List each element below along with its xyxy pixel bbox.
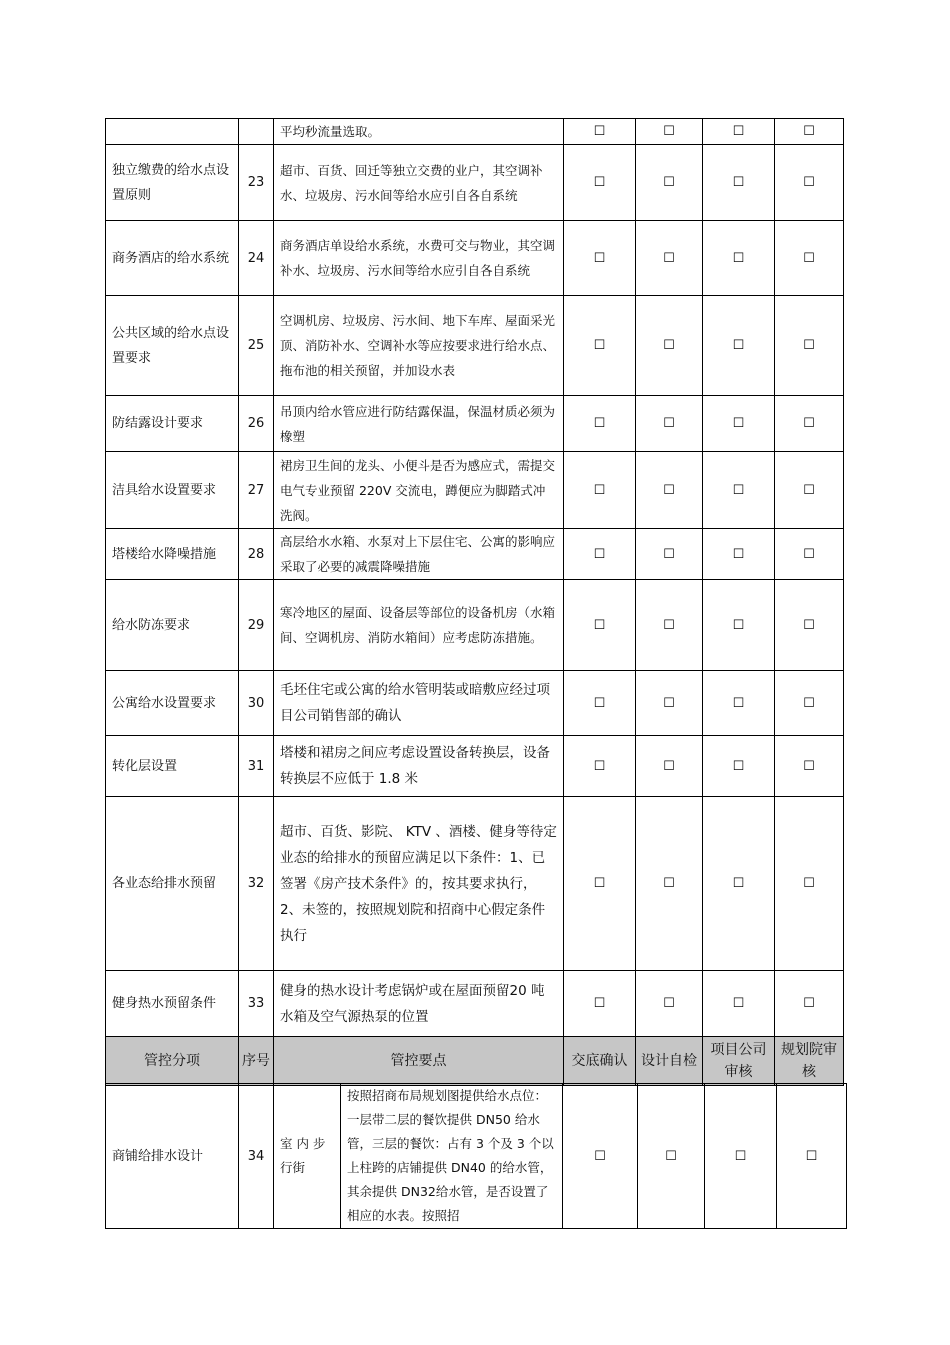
checkbox-self-check[interactable]: ☐ xyxy=(636,452,703,529)
checkbox-confirm[interactable]: ☐ xyxy=(563,1084,638,1229)
checkbox-institute-review[interactable]: ☐ xyxy=(775,452,844,529)
checkbox-confirm[interactable]: ☐ xyxy=(564,119,636,145)
checkbox-project-review[interactable]: ☐ xyxy=(703,971,775,1037)
checkbox-confirm[interactable]: ☐ xyxy=(564,580,636,671)
point-cell: 空调机房、垃圾房、污水间、地下车库、屋面采光顶、消防补水、空调补水等应按要求进行给水点、拖布池的相关预留，并加设水表 xyxy=(274,296,564,396)
point-cell: 塔楼和裙房之间应考虑设置设备转换层，设备转换层不应低于 1.8 米 xyxy=(274,736,564,797)
checkbox-institute-review[interactable]: ☐ xyxy=(777,1084,847,1229)
checkbox-self-check[interactable]: ☐ xyxy=(636,145,703,221)
checkbox-project-review[interactable]: ☐ xyxy=(703,221,775,296)
table-row xyxy=(106,736,844,797)
table-row xyxy=(106,580,844,671)
header-number: 序号 xyxy=(239,1037,274,1086)
checkbox-project-review[interactable]: ☐ xyxy=(703,529,775,580)
checkbox-confirm[interactable]: ☐ xyxy=(564,971,636,1037)
number-cell: 27 xyxy=(239,452,274,529)
checkbox-project-review[interactable]: ☐ xyxy=(703,119,775,145)
item-cell: 商铺给排水设计 xyxy=(106,1084,239,1229)
point-cell: 吊顶内给水管应进行防结露保温，保温材质必须为橡塑 xyxy=(274,396,564,452)
checkbox-confirm[interactable]: ☐ xyxy=(564,529,636,580)
table-row xyxy=(106,797,844,971)
point-cell: 超市、百货、回迁等独立交费的业户，其空调补水、垃圾房、污水间等给水应引自各自系统 xyxy=(274,145,564,221)
checkbox-institute-review[interactable]: ☐ xyxy=(775,580,844,671)
number-cell: 33 xyxy=(239,971,274,1037)
number-cell: 29 xyxy=(239,580,274,671)
table-row xyxy=(106,971,844,1037)
checkbox-project-review[interactable]: ☐ xyxy=(703,296,775,396)
checkbox-self-check[interactable]: ☐ xyxy=(636,221,703,296)
shop-table xyxy=(105,1083,847,1229)
header-confirm: 交底确认 xyxy=(564,1037,636,1086)
checkbox-institute-review[interactable]: ☐ xyxy=(775,221,844,296)
number-cell: 31 xyxy=(239,736,274,797)
checkbox-self-check[interactable]: ☐ xyxy=(636,529,703,580)
item-cell: 商务酒店的给水系统 xyxy=(106,221,239,296)
table-row xyxy=(106,529,844,580)
point-cell: 高层给水水箱、水泵对上下层住宅、公寓的影响应采取了必要的减震降噪措施 xyxy=(274,529,564,580)
checkbox-confirm[interactable]: ☐ xyxy=(564,671,636,736)
item-cell xyxy=(106,119,239,145)
item-cell: 给水防冻要求 xyxy=(106,580,239,671)
checkbox-institute-review[interactable]: ☐ xyxy=(775,736,844,797)
number-cell: 34 xyxy=(239,1084,274,1229)
checkbox-self-check[interactable]: ☐ xyxy=(638,1084,705,1229)
checkbox-institute-review[interactable]: ☐ xyxy=(775,971,844,1037)
checkbox-project-review[interactable]: ☐ xyxy=(703,145,775,221)
number-cell: 23 xyxy=(239,145,274,221)
checkbox-confirm[interactable]: ☐ xyxy=(564,145,636,221)
number-cell xyxy=(239,119,274,145)
point-cell: 商务酒店单设给水系统，水费可交与物业，其空调补水、垃圾房、污水间等给水应引自各自系统 xyxy=(274,221,564,296)
checkbox-confirm[interactable]: ☐ xyxy=(564,452,636,529)
header-point: 管控要点 xyxy=(274,1037,564,1086)
checkbox-project-review[interactable]: ☐ xyxy=(703,396,775,452)
checkbox-self-check[interactable]: ☐ xyxy=(636,580,703,671)
item-cell: 公共区域的给水点设置要求 xyxy=(106,296,239,396)
checkbox-confirm[interactable]: ☐ xyxy=(564,396,636,452)
number-cell: 24 xyxy=(239,221,274,296)
checkbox-self-check[interactable]: ☐ xyxy=(636,736,703,797)
number-cell: 30 xyxy=(239,671,274,736)
table-row xyxy=(106,671,844,736)
item-cell: 洁具给水设置要求 xyxy=(106,452,239,529)
checkbox-confirm[interactable]: ☐ xyxy=(564,736,636,797)
checkbox-self-check[interactable]: ☐ xyxy=(636,296,703,396)
checkbox-project-review[interactable]: ☐ xyxy=(703,580,775,671)
point-cell: 健身的热水设计考虑锅炉或在屋面预留20 吨水箱及空气源热泵的位置 xyxy=(274,971,564,1037)
checkbox-institute-review[interactable]: ☐ xyxy=(775,797,844,971)
point-cell: 寒冷地区的屋面、设备层等部位的设备机房（水箱间、空调机房、消防水箱间）应考虑防冻措施。 xyxy=(274,580,564,671)
number-cell: 26 xyxy=(239,396,274,452)
checkbox-institute-review[interactable]: ☐ xyxy=(775,145,844,221)
checkbox-institute-review[interactable]: ☐ xyxy=(775,396,844,452)
table-row xyxy=(106,452,844,529)
checkbox-project-review[interactable]: ☐ xyxy=(703,671,775,736)
number-cell: 25 xyxy=(239,296,274,396)
table-row xyxy=(106,1084,847,1229)
item-cell: 转化层设置 xyxy=(106,736,239,797)
table-row xyxy=(106,145,844,221)
checkbox-confirm[interactable]: ☐ xyxy=(564,296,636,396)
header-self-check: 设计自检 xyxy=(636,1037,703,1086)
point-cell: 毛坯住宅或公寓的给水管明装或暗敷应经过项目公司销售部的确认 xyxy=(274,671,564,736)
checkbox-institute-review[interactable]: ☐ xyxy=(775,671,844,736)
checkbox-project-review[interactable]: ☐ xyxy=(705,1084,777,1229)
sub-item-cell: 室 内 步行街 xyxy=(274,1084,341,1229)
table-row xyxy=(106,119,844,145)
checkbox-confirm[interactable]: ☐ xyxy=(564,797,636,971)
point-cell: 裙房卫生间的龙头、小便斗是否为感应式，需提交电气专业预留 220V 交流电，蹲便应为脚踏式冲洗阀。 xyxy=(274,452,564,529)
checkbox-institute-review[interactable]: ☐ xyxy=(775,119,844,145)
checkbox-confirm[interactable]: ☐ xyxy=(564,221,636,296)
table-header-row xyxy=(106,1037,844,1086)
point-cell: 按照招商布局规划图提供给水点位：一层带二层的餐饮提供 DN50 给水管，三层的餐饮：占有 3 个及 3 个以上柱跨的店铺提供 DN40 的给水管，其余提供 DN32给水管，是否设置了相应的水表。按照招 xyxy=(341,1084,563,1229)
item-cell: 独立缴费的给水点设置原则 xyxy=(106,145,239,221)
checkbox-self-check[interactable]: ☐ xyxy=(636,971,703,1037)
table-row xyxy=(106,221,844,296)
checkbox-self-check[interactable]: ☐ xyxy=(636,797,703,971)
table-row xyxy=(106,296,844,396)
point-cell: 超市、百货、影院、 KTV 、酒楼、健身等待定业态的给排水的预留应满足以下条件：1、已签署《房产技术条件》的，按其要求执行， 2、未签的，按照规划院和招商中心假定条件执行 xyxy=(274,797,564,971)
header-project-review: 项目公司审核 xyxy=(703,1037,775,1086)
checkbox-project-review[interactable]: ☐ xyxy=(703,452,775,529)
item-cell: 防结露设计要求 xyxy=(106,396,239,452)
item-cell: 塔楼给水降噪措施 xyxy=(106,529,239,580)
point-cell: 平均秒流量选取。 xyxy=(274,119,564,145)
checkbox-project-review[interactable]: ☐ xyxy=(703,797,775,971)
number-cell: 32 xyxy=(239,797,274,971)
checkbox-self-check[interactable]: ☐ xyxy=(636,119,703,145)
checkbox-self-check[interactable]: ☐ xyxy=(636,396,703,452)
checkbox-institute-review[interactable]: ☐ xyxy=(775,296,844,396)
checkbox-self-check[interactable]: ☐ xyxy=(636,671,703,736)
header-institute-review: 规划院审核 xyxy=(775,1037,844,1086)
item-cell: 公寓给水设置要求 xyxy=(106,671,239,736)
checkbox-institute-review[interactable]: ☐ xyxy=(775,529,844,580)
header-item: 管控分项 xyxy=(106,1037,239,1086)
number-cell: 28 xyxy=(239,529,274,580)
control-table xyxy=(105,118,844,1086)
item-cell: 各业态给排水预留 xyxy=(106,797,239,971)
table-row xyxy=(106,396,844,452)
checkbox-project-review[interactable]: ☐ xyxy=(703,736,775,797)
item-cell: 健身热水预留条件 xyxy=(106,971,239,1037)
